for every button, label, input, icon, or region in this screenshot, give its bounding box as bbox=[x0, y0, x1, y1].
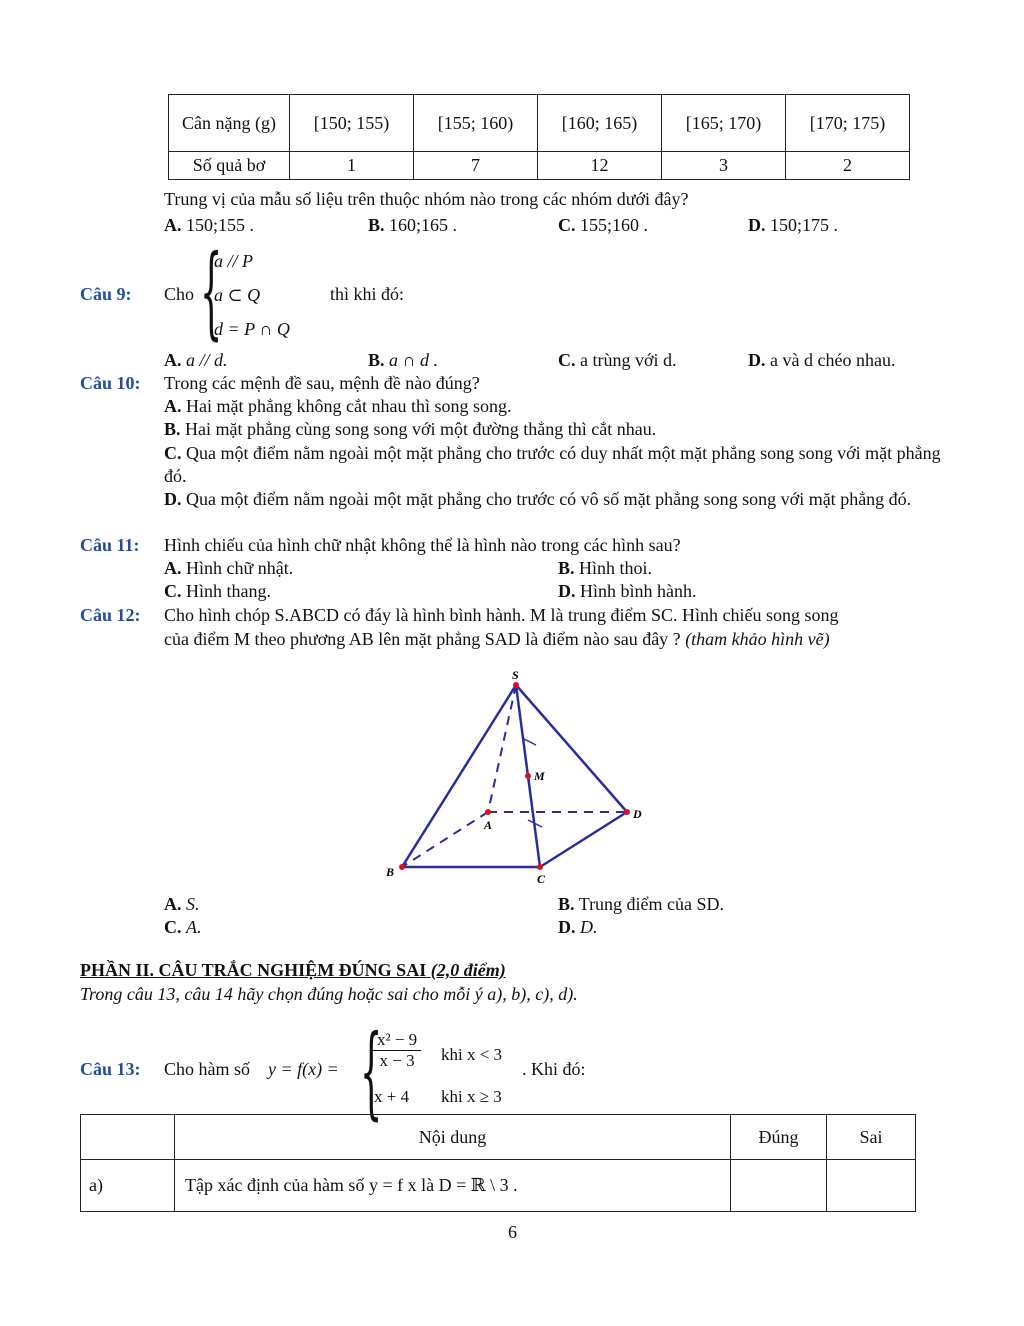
q9-system-1: a // P bbox=[214, 251, 253, 271]
interval-cell: [170; 175) bbox=[786, 95, 910, 152]
interval-cell: [165; 170) bbox=[662, 95, 786, 152]
col-header-content: Nội dung bbox=[175, 1115, 731, 1160]
row-false-cell[interactable] bbox=[827, 1160, 916, 1212]
q11-option-c: C. Hình thang. bbox=[164, 581, 271, 601]
col-header-item bbox=[81, 1115, 175, 1160]
pyramid-figure bbox=[370, 665, 660, 890]
q13-intro: Cho hàm số bbox=[164, 1059, 251, 1079]
q9-system-3: d = P ∩ Q bbox=[214, 319, 290, 339]
label-c: C bbox=[537, 872, 546, 886]
part2-title: PHẦN II. CÂU TRẮC NGHIỆM ĐÚNG SAI (2,0 điểm) bbox=[80, 960, 506, 980]
label-a: A bbox=[484, 818, 493, 832]
q13-label: Câu 13: bbox=[80, 1059, 141, 1079]
q9-option-d: D. a và d chéo nhau. bbox=[748, 350, 896, 370]
q11-option-b: B. Hình thoi. bbox=[558, 558, 653, 578]
q10-question: Trong các mệnh đề sau, mệnh đề nào đúng? bbox=[164, 373, 480, 393]
q13-case2-cond: khi x ≥ 3 bbox=[441, 1087, 502, 1106]
table-row bbox=[81, 1160, 916, 1212]
row-true-cell[interactable] bbox=[731, 1160, 827, 1212]
col-header-false: Sai bbox=[827, 1115, 916, 1160]
q8-option-b: B. 160;165 . bbox=[368, 215, 458, 235]
q8-option-d: D. 150;175 . bbox=[748, 215, 839, 235]
q9-tail: thì khi đó: bbox=[330, 284, 405, 304]
q13-tail: . Khi đó: bbox=[522, 1059, 586, 1079]
frequency-table bbox=[168, 94, 910, 180]
q12-label: Câu 12: bbox=[80, 605, 141, 625]
table-header-label: Cân nặng (g) bbox=[169, 95, 290, 152]
q13-case1: $\frac{\text{x² − 9}}{x - 3}$ bbox=[373, 1030, 421, 1071]
q9-cho: Cho bbox=[164, 284, 195, 304]
interval-cell: [155; 160) bbox=[414, 95, 538, 152]
interval-cell: [160; 165) bbox=[538, 95, 662, 152]
q10-option-c: C. Qua một điểm nằm ngoài một mặt phẳng cho trước có duy nhất một mặt phẳng song song với mặt phẳng đó. bbox=[164, 443, 941, 486]
row-content: Tập xác định của hàm số y = f x là D = ℝ \ 3 . bbox=[175, 1160, 731, 1212]
q9-option-b: B. a ∩ d . bbox=[368, 350, 439, 370]
q13-case1-cond: khi x < 3 bbox=[441, 1045, 503, 1064]
q11-label: Câu 11: bbox=[80, 535, 140, 555]
row-item: a) bbox=[81, 1160, 175, 1212]
label-d: D bbox=[633, 807, 642, 821]
count-cell: 3 bbox=[662, 152, 786, 180]
q10-label: Câu 10: bbox=[80, 373, 141, 393]
q9-label: Câu 9: bbox=[80, 284, 132, 304]
part2-instruction: Trong câu 13, câu 14 hãy chọn đúng hoặc sai cho mỗi ý a), b), c), d). bbox=[80, 984, 578, 1004]
q12-option-b: B. Trung điểm của SD. bbox=[558, 894, 725, 914]
q13-brace: { bbox=[360, 1013, 383, 1130]
q10-option-a: A. Hai mặt phẳng không cắt nhau thì song song. bbox=[164, 396, 512, 416]
q13-case2: x + 4 bbox=[374, 1087, 410, 1106]
q10-option-d: D. Qua một điểm nằm ngoài một mặt phẳng cho trước có vô số mặt phẳng song song với mặt phẳng đó. bbox=[164, 489, 912, 509]
table-row-label: Số quả bơ bbox=[169, 152, 290, 180]
count-cell: 12 bbox=[538, 152, 662, 180]
col-header-true: Đúng bbox=[731, 1115, 827, 1160]
count-cell: 1 bbox=[290, 152, 414, 180]
page-number: 6 bbox=[508, 1222, 517, 1242]
q11-question: Hình chiếu của hình chữ nhật không thể là hình nào trong các hình sau? bbox=[164, 535, 681, 555]
q9-system-2: a ⊂ Q bbox=[214, 285, 261, 305]
q11-option-d: D. Hình bình hành. bbox=[558, 581, 697, 601]
q12-line1: Cho hình chóp S.ABCD có đáy là hình bình hành. M là trung điểm SC. Hình chiếu song song bbox=[164, 605, 839, 625]
true-false-table bbox=[80, 1114, 916, 1212]
label-m: M bbox=[534, 769, 545, 783]
q13-fn: y = f(x) = bbox=[268, 1059, 339, 1079]
q8-question: Trung vị của mẫu số liệu trên thuộc nhóm nào trong các nhóm dưới đây? bbox=[164, 189, 689, 209]
interval-cell: [150; 155) bbox=[290, 95, 414, 152]
q10-option-b: B. Hai mặt phẳng cùng song song với một đường thẳng thì cắt nhau. bbox=[164, 419, 657, 439]
q12-line2: của điểm M theo phương AB lên mặt phẳng SAD là điểm nào sau đây ? (tham khảo hình vẽ) bbox=[164, 629, 830, 649]
q8-option-a: A. 150;155 . bbox=[164, 215, 255, 235]
q11-option-a: A. Hình chữ nhật. bbox=[164, 558, 294, 578]
count-cell: 2 bbox=[786, 152, 910, 180]
q12-option-a: A. S. bbox=[164, 894, 200, 914]
count-cell: 7 bbox=[414, 152, 538, 180]
label-b: B bbox=[386, 865, 395, 879]
q9-option-c: C. a trùng với d. bbox=[558, 350, 677, 370]
q12-option-d: D. D. bbox=[558, 917, 598, 937]
q8-option-c: C. 155;160 . bbox=[558, 215, 649, 235]
label-s: S bbox=[512, 668, 519, 682]
q12-option-c: C. A. bbox=[164, 917, 202, 937]
q9-option-a: A. a // d. bbox=[164, 350, 228, 370]
q9-brace: { bbox=[200, 233, 223, 350]
